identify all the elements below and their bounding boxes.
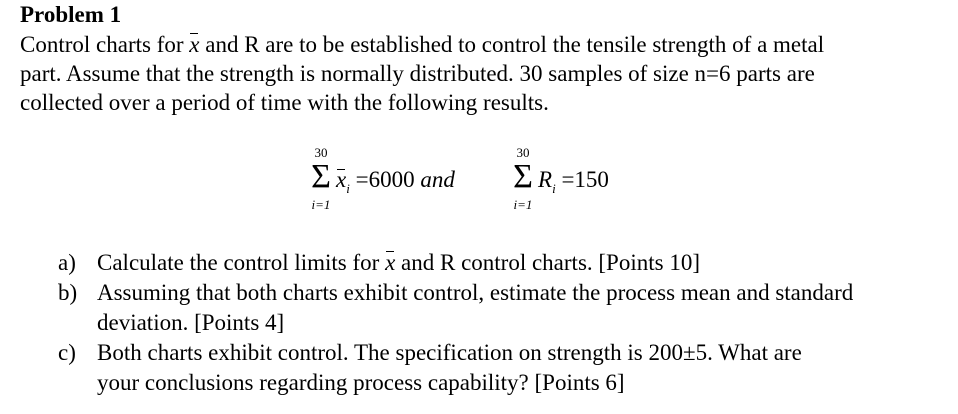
x-bar-symbol: x	[385, 248, 395, 278]
sum-r-lower-limit: i=1	[513, 197, 533, 212]
question-c	[58, 338, 948, 398]
question-c-line-2: your conclusions regarding process capability? [Points 6]	[97, 370, 625, 395]
sum-r-subscript: i	[552, 181, 556, 196]
sum-r-value: =150	[561, 167, 609, 192]
question-b	[58, 278, 948, 338]
sum-x-upper-limit: 30	[314, 145, 328, 160]
and-word: and	[420, 167, 455, 192]
question-a-start: Calculate the control limits for	[97, 250, 386, 275]
question-b-line-2: deviation. [Points 4]	[97, 310, 285, 335]
question-a-end: and R control charts. [Points 10]	[395, 250, 700, 275]
intro-line-1-start: Control charts for	[20, 32, 190, 57]
sum-x-value: =6000	[355, 167, 415, 192]
question-b-label: b)	[58, 280, 78, 305]
sigma-icon: Σ	[311, 158, 331, 195]
problem-title: Problem 1	[20, 2, 122, 27]
question-a-label: a)	[58, 250, 76, 275]
intro-line-2: part. Assume that the strength is normally distributed. 30 samples of size n=6 parts are	[20, 61, 815, 86]
question-a	[58, 248, 948, 278]
question-b-text	[97, 278, 948, 338]
question-c-line-1: Both charts exhibit control. The specification on strength is 200±5. What are	[97, 340, 802, 365]
intro-line-1	[20, 30, 950, 59]
sum-x-term	[336, 166, 455, 203]
question-c-label: c)	[58, 340, 76, 365]
intro-line-1-end: and R are to be established to control the tensile strength of a metal	[199, 32, 825, 57]
sum-x-subscript: i	[346, 181, 350, 196]
summation-equation	[306, 146, 636, 216]
question-b-line-1: Assuming that both charts exhibit control, estimate the process mean and standard	[97, 280, 854, 305]
sum-r-upper-limit: 30	[516, 145, 530, 160]
sum-r-term	[538, 166, 609, 203]
problem-intro	[20, 30, 950, 117]
question-a-line-1	[97, 248, 948, 278]
x-bar-symbol: x	[189, 32, 200, 57]
sigma-icon: Σ	[513, 158, 533, 195]
sum-x-lower-limit: i=1	[311, 197, 331, 212]
sum-x-variable: x	[336, 167, 347, 192]
sum-r-variable: R	[538, 167, 553, 192]
question-list	[58, 248, 948, 398]
question-a-text	[97, 248, 948, 278]
intro-line-3: collected over a period of time with the following results.	[20, 90, 549, 115]
question-c-text	[97, 338, 948, 398]
